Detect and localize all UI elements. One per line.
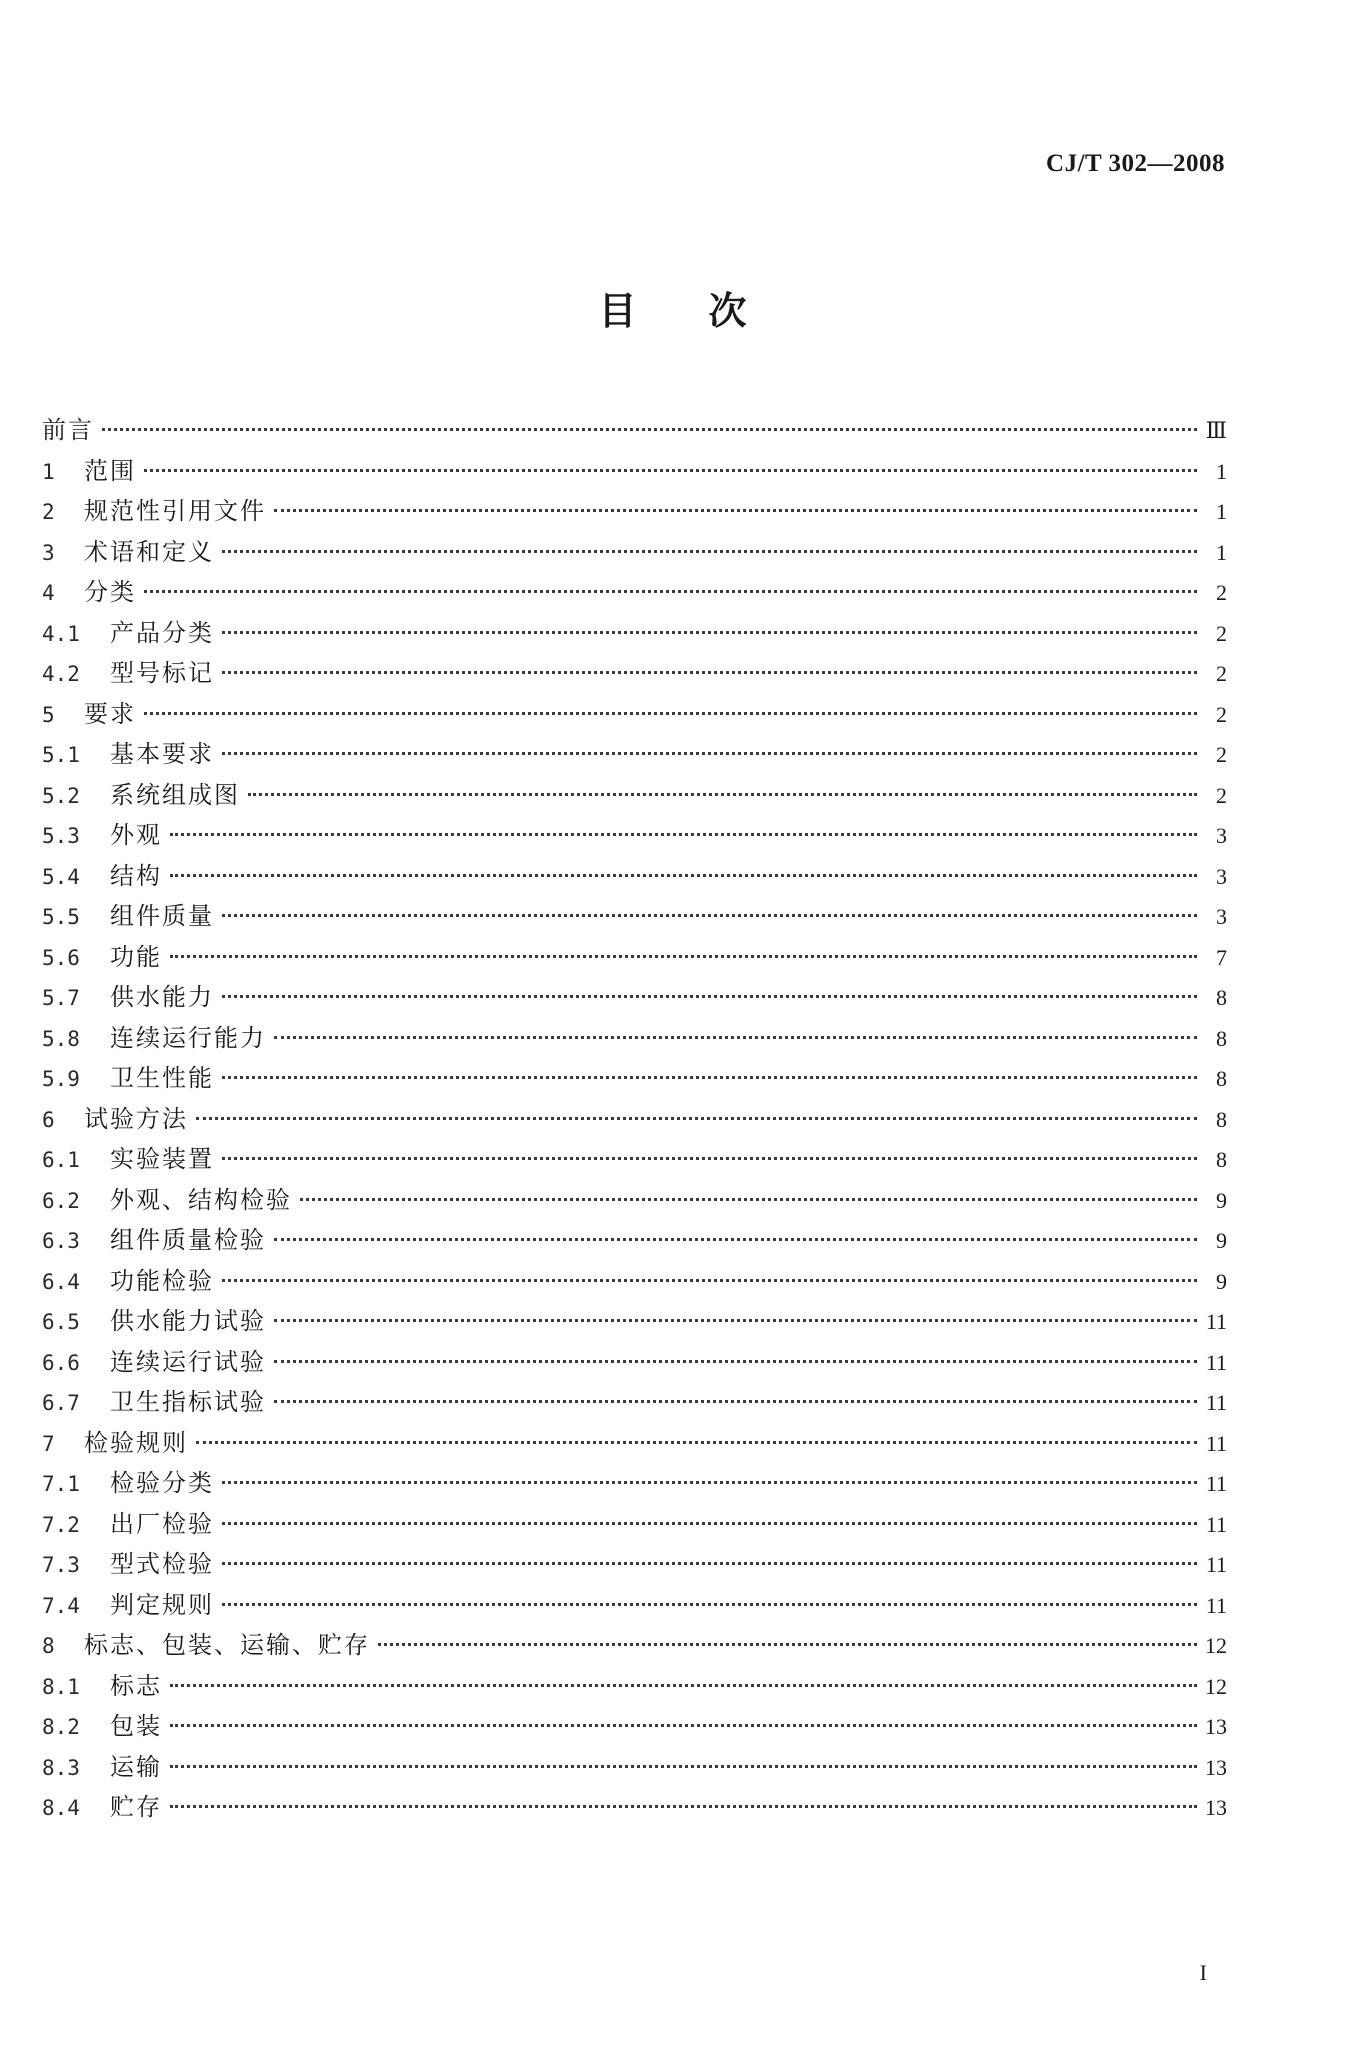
toc-entry-label: 卫生性能 bbox=[110, 1064, 214, 1092]
toc-entry-label: 规范性引用文件 bbox=[84, 497, 266, 525]
toc-entry-page: 13 bbox=[1205, 1795, 1227, 1820]
toc-entry[interactable] bbox=[42, 1220, 1227, 1261]
toc-entry[interactable] bbox=[42, 1544, 1227, 1585]
toc-entry-page: 3 bbox=[1216, 863, 1227, 889]
toc-entry-number: 5.7 bbox=[42, 986, 80, 1010]
toc-entry[interactable] bbox=[42, 1382, 1227, 1423]
toc-entry-label: 连续运行能力 bbox=[110, 1023, 266, 1052]
toc-leader-dots bbox=[144, 590, 1197, 593]
toc-entry-number: 8.4 bbox=[42, 1796, 80, 1820]
toc-entry-page: 2 bbox=[1216, 701, 1227, 727]
toc-entry-number: 4.1 bbox=[42, 621, 80, 646]
toc-leader-dots bbox=[222, 1076, 1197, 1079]
toc-entry-label: 产品分类 bbox=[110, 618, 214, 647]
toc-leader-dots bbox=[144, 469, 1197, 472]
toc-entry[interactable] bbox=[42, 1261, 1227, 1302]
toc-entry-number: 7.3 bbox=[42, 1553, 80, 1577]
toc-entry-number: 5 bbox=[42, 702, 55, 727]
toc-entry-label: 系统组成图 bbox=[110, 780, 240, 809]
toc-entry-number: 6.1 bbox=[42, 1148, 80, 1172]
toc-entry-number: 2 bbox=[42, 500, 55, 524]
toc-entry-page: 11 bbox=[1205, 1430, 1227, 1456]
toc-entry-label: 范围 bbox=[84, 456, 136, 485]
toc-leader-dots bbox=[170, 1805, 1197, 1808]
toc-entry-label: 前言 bbox=[42, 416, 94, 444]
toc-entry-label: 实验装置 bbox=[110, 1145, 214, 1173]
toc-leader-dots bbox=[222, 1157, 1197, 1160]
toc-entry-number: 6.6 bbox=[42, 1350, 80, 1375]
toc-entry-page: 11 bbox=[1205, 1349, 1227, 1375]
toc-entry[interactable] bbox=[42, 856, 1227, 897]
toc-leader-dots bbox=[378, 1643, 1197, 1646]
toc-entry[interactable] bbox=[42, 451, 1227, 492]
toc-entry-label: 包装 bbox=[110, 1712, 162, 1740]
toc-entry-number: 1 bbox=[42, 459, 55, 484]
table-of-contents bbox=[42, 410, 1227, 1828]
toc-leader-dots bbox=[222, 1481, 1197, 1484]
toc-entry[interactable] bbox=[42, 1666, 1227, 1707]
toc-entry[interactable] bbox=[42, 1180, 1227, 1221]
toc-entry-page: 1 bbox=[1216, 499, 1227, 524]
toc-entry-label: 型式检验 bbox=[110, 1550, 214, 1578]
toc-entry[interactable] bbox=[42, 1504, 1227, 1545]
toc-entry-number: 4.2 bbox=[42, 662, 80, 686]
toc-entry-page: 12 bbox=[1205, 1673, 1227, 1699]
toc-leader-dots bbox=[274, 1036, 1197, 1039]
toc-entry[interactable] bbox=[42, 815, 1227, 856]
toc-entry-label: 供水能力 bbox=[110, 983, 214, 1011]
toc-leader-dots bbox=[222, 995, 1197, 998]
toc-leader-dots bbox=[196, 1441, 1197, 1444]
toc-leader-dots bbox=[222, 1279, 1197, 1282]
toc-entry-number: 5.1 bbox=[42, 743, 80, 767]
toc-entry[interactable] bbox=[42, 653, 1227, 694]
toc-leader-dots bbox=[274, 509, 1197, 512]
toc-leader-dots bbox=[222, 631, 1197, 634]
toc-leader-dots bbox=[170, 874, 1197, 877]
toc-entry-number: 5.9 bbox=[42, 1067, 80, 1091]
toc-entry-page: 9 bbox=[1216, 1268, 1227, 1294]
toc-entry-number: 6 bbox=[42, 1107, 55, 1132]
toc-entry[interactable] bbox=[42, 734, 1227, 775]
toc-entry-label: 基本要求 bbox=[110, 740, 214, 768]
toc-leader-dots bbox=[222, 1522, 1197, 1525]
toc-leader-dots bbox=[274, 1400, 1197, 1403]
toc-entry-label: 组件质量 bbox=[110, 902, 214, 930]
toc-entry-page: 1 bbox=[1216, 539, 1227, 565]
toc-entry[interactable] bbox=[42, 896, 1227, 937]
toc-entry-label: 标志 bbox=[110, 1671, 162, 1700]
toc-entry-page: 11 bbox=[1205, 1390, 1227, 1415]
toc-entry[interactable] bbox=[42, 1018, 1227, 1059]
toc-entry-page: 11 bbox=[1205, 1471, 1227, 1496]
toc-entry-page: 13 bbox=[1205, 1754, 1227, 1780]
toc-entry[interactable] bbox=[42, 1706, 1227, 1747]
toc-entry[interactable] bbox=[42, 1099, 1227, 1140]
toc-entry[interactable] bbox=[42, 937, 1227, 978]
toc-entry-page: 11 bbox=[1205, 1309, 1227, 1334]
toc-entry-number: 7 bbox=[42, 1431, 55, 1456]
toc-entry-number: 6.7 bbox=[42, 1391, 80, 1415]
toc-entry-label: 卫生指标试验 bbox=[110, 1388, 266, 1416]
toc-entry[interactable] bbox=[42, 1301, 1227, 1342]
toc-entry-page: 3 bbox=[1216, 823, 1227, 848]
toc-entry-page: 2 bbox=[1216, 782, 1227, 808]
toc-leader-dots bbox=[170, 1724, 1197, 1727]
toc-leader-dots bbox=[222, 671, 1197, 674]
toc-entry[interactable] bbox=[42, 1463, 1227, 1504]
toc-entry-number: 7.2 bbox=[42, 1512, 80, 1537]
toc-entry[interactable] bbox=[42, 1625, 1227, 1666]
toc-entry[interactable] bbox=[42, 410, 1227, 451]
toc-entry-label: 要求 bbox=[84, 699, 136, 728]
toc-leader-dots bbox=[274, 1319, 1197, 1322]
toc-entry-number: 8 bbox=[42, 1634, 55, 1658]
toc-entry-page: 11 bbox=[1205, 1511, 1227, 1537]
toc-entry-number: 8.1 bbox=[42, 1674, 80, 1699]
toc-leader-dots bbox=[274, 1360, 1197, 1363]
toc-entry[interactable] bbox=[42, 1585, 1227, 1626]
toc-leader-dots bbox=[222, 752, 1197, 755]
toc-entry-number: 8.2 bbox=[42, 1715, 80, 1739]
toc-entry-label: 术语和定义 bbox=[84, 537, 214, 566]
toc-entry-number: 7.4 bbox=[42, 1593, 80, 1618]
toc-leader-dots bbox=[196, 1117, 1197, 1120]
toc-entry[interactable] bbox=[42, 1139, 1227, 1180]
toc-entry[interactable] bbox=[42, 491, 1227, 532]
toc-entry-label: 运输 bbox=[110, 1752, 162, 1781]
toc-entry-number: 7.1 bbox=[42, 1472, 80, 1496]
toc-entry-number: 6.4 bbox=[42, 1269, 80, 1294]
toc-leader-dots bbox=[170, 1684, 1197, 1687]
toc-leader-dots bbox=[144, 712, 1197, 715]
toc-entry-number: 5.6 bbox=[42, 945, 80, 970]
toc-entry-page: 3 bbox=[1216, 904, 1227, 929]
toc-entry-page: 11 bbox=[1205, 1552, 1227, 1577]
toc-entry-number: 5.8 bbox=[42, 1026, 80, 1051]
toc-entry[interactable] bbox=[42, 1342, 1227, 1383]
toc-entry-label: 组件质量检验 bbox=[110, 1226, 266, 1254]
toc-entry-page: 2 bbox=[1216, 742, 1227, 767]
toc-entry-label: 检验分类 bbox=[110, 1469, 214, 1497]
toc-entry[interactable] bbox=[42, 1423, 1227, 1464]
toc-entry-label: 试验方法 bbox=[84, 1104, 188, 1133]
page-number: I bbox=[1199, 1960, 1207, 1985]
toc-entry-label: 标志、包装、运输、贮存 bbox=[84, 1631, 370, 1659]
toc-entry-label: 功能检验 bbox=[110, 1266, 214, 1295]
toc-entry-number: 6.2 bbox=[42, 1188, 80, 1213]
toc-entry-number: 5.4 bbox=[42, 864, 80, 889]
toc-leader-dots bbox=[248, 793, 1197, 796]
toc-entry[interactable] bbox=[42, 694, 1227, 735]
toc-entry-number: 5.3 bbox=[42, 824, 80, 848]
page-title: 目次 bbox=[598, 289, 819, 333]
toc-entry-page: 9 bbox=[1216, 1228, 1227, 1253]
toc-entry-label: 检验规则 bbox=[84, 1428, 188, 1457]
toc-entry-page: 2 bbox=[1216, 580, 1227, 605]
toc-entry-label: 连续运行试验 bbox=[110, 1347, 266, 1376]
toc-entry-page: 12 bbox=[1205, 1633, 1227, 1658]
toc-entry[interactable] bbox=[42, 532, 1227, 573]
toc-entry-page: 8 bbox=[1216, 1147, 1227, 1172]
toc-leader-dots bbox=[170, 833, 1197, 836]
toc-leader-dots bbox=[170, 1765, 1197, 1768]
toc-entry[interactable] bbox=[42, 572, 1227, 613]
toc-entry-label: 判定规则 bbox=[110, 1590, 214, 1619]
toc-entry-label: 功能 bbox=[110, 942, 162, 971]
toc-entry-label: 出厂检验 bbox=[110, 1509, 214, 1538]
toc-entry-page: 8 bbox=[1216, 985, 1227, 1010]
toc-entry-number: 5.2 bbox=[42, 783, 80, 808]
toc-entry-number: 5.5 bbox=[42, 905, 80, 929]
toc-entry-page: 9 bbox=[1216, 1187, 1227, 1213]
toc-leader-dots bbox=[274, 1238, 1197, 1241]
toc-entry[interactable] bbox=[42, 1747, 1227, 1788]
toc-leader-dots bbox=[222, 550, 1197, 553]
toc-entry-page: Ⅲ bbox=[1205, 418, 1227, 443]
toc-entry-number: 3 bbox=[42, 540, 55, 565]
toc-entry-number: 6.5 bbox=[42, 1310, 80, 1334]
toc-entry[interactable] bbox=[42, 977, 1227, 1018]
toc-entry-label: 型号标记 bbox=[110, 659, 214, 687]
toc-leader-dots bbox=[222, 914, 1197, 917]
toc-entry-page: 8 bbox=[1216, 1066, 1227, 1091]
toc-entry-page: 13 bbox=[1205, 1714, 1227, 1739]
toc-entry-label: 贮存 bbox=[110, 1793, 162, 1821]
document-code: CJ/T 302—2008 bbox=[1046, 150, 1225, 177]
toc-entry-label: 外观 bbox=[110, 821, 162, 849]
toc-entry-page: 7 bbox=[1216, 944, 1227, 970]
toc-entry-number: 8.3 bbox=[42, 1755, 80, 1780]
toc-leader-dots bbox=[222, 1562, 1197, 1565]
toc-entry-label: 供水能力试验 bbox=[110, 1307, 266, 1335]
toc-entry-number: 6.3 bbox=[42, 1229, 80, 1253]
toc-leader-dots bbox=[102, 428, 1197, 431]
toc-entry-page: 11 bbox=[1205, 1592, 1227, 1618]
toc-entry[interactable] bbox=[42, 613, 1227, 654]
toc-entry-page: 2 bbox=[1216, 620, 1227, 646]
toc-entry-label: 分类 bbox=[84, 578, 136, 606]
toc-entry-page: 8 bbox=[1216, 1025, 1227, 1051]
toc-entry-label: 结构 bbox=[110, 861, 162, 890]
toc-entry-number: 4 bbox=[42, 581, 55, 605]
toc-leader-dots bbox=[300, 1198, 1197, 1201]
toc-entry-page: 8 bbox=[1216, 1106, 1227, 1132]
toc-entry[interactable] bbox=[42, 1058, 1227, 1099]
toc-entry[interactable] bbox=[42, 775, 1227, 816]
toc-entry-label: 外观、结构检验 bbox=[110, 1185, 292, 1214]
toc-entry[interactable] bbox=[42, 1787, 1227, 1828]
toc-entry-page: 2 bbox=[1216, 661, 1227, 686]
toc-leader-dots bbox=[170, 955, 1197, 958]
toc-entry-page: 1 bbox=[1216, 458, 1227, 484]
toc-leader-dots bbox=[222, 1603, 1197, 1606]
